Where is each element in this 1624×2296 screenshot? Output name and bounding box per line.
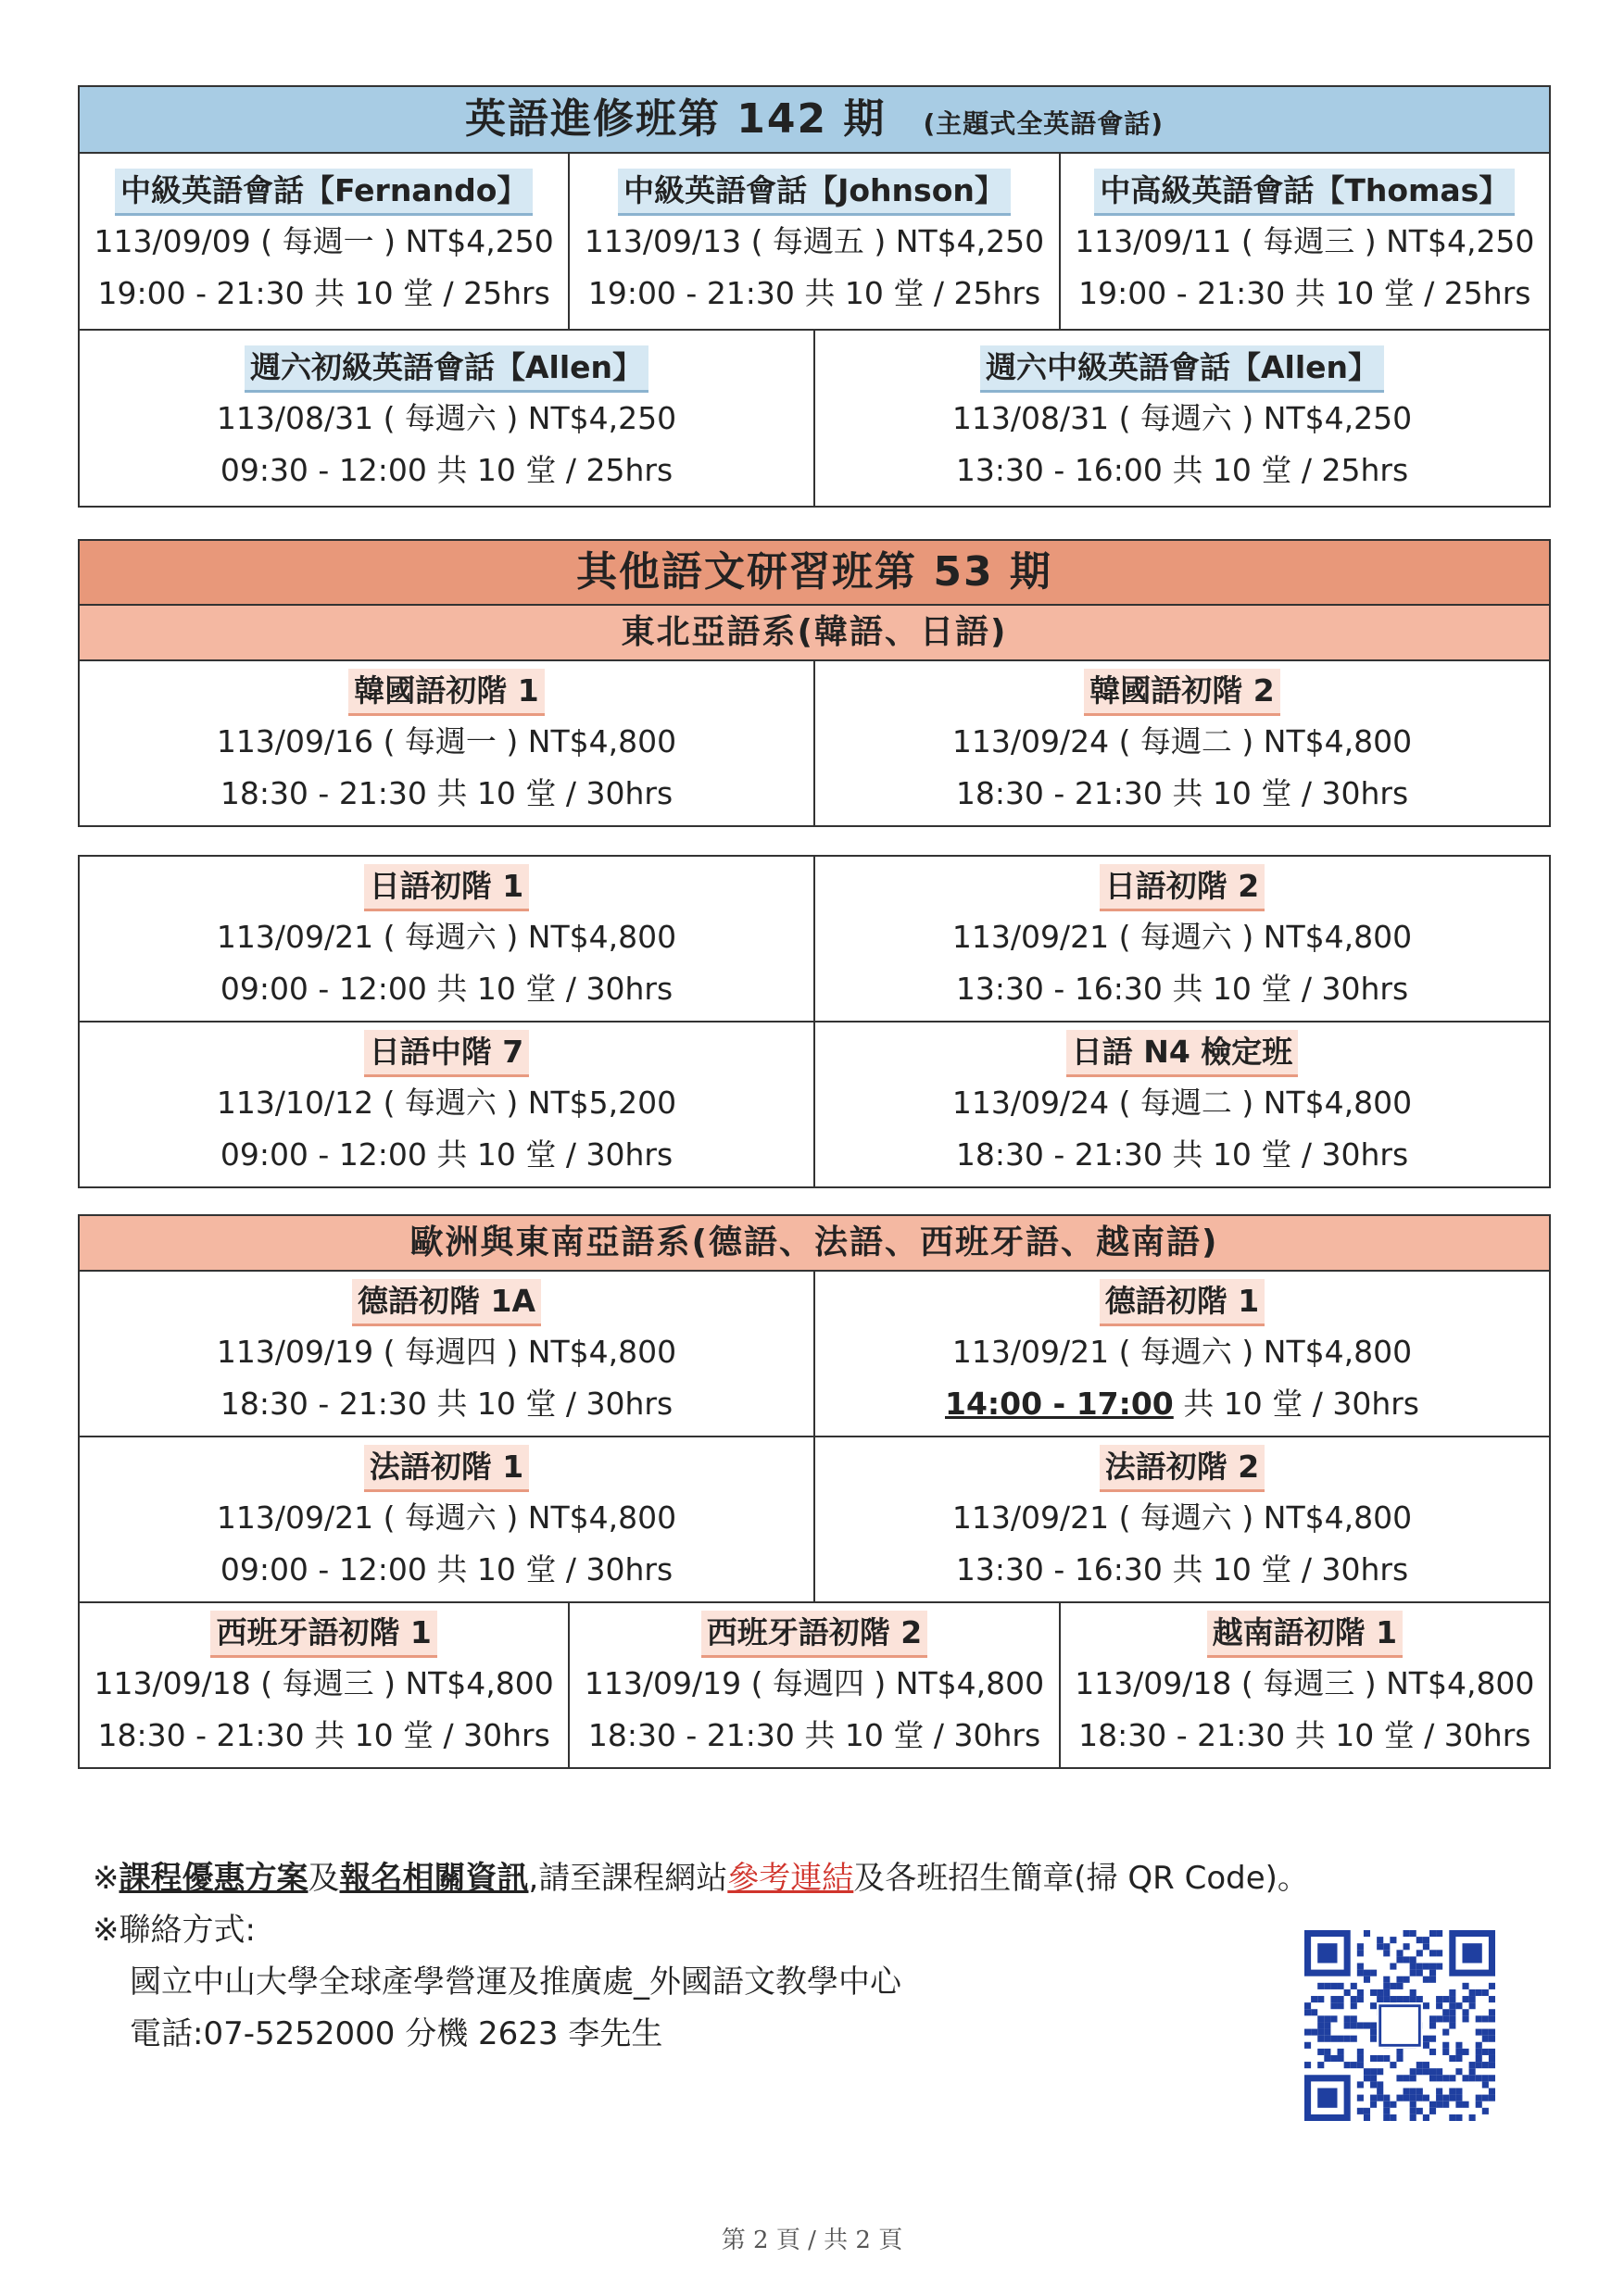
course-cell bbox=[1061, 1603, 1549, 1767]
course-cell bbox=[570, 1603, 1060, 1767]
course-date: 113/09/24 ( 每週二 ) NT$4,800 bbox=[951, 1085, 1413, 1121]
footer-info bbox=[93, 1852, 1309, 2060]
spanish-vietnamese-row bbox=[80, 1603, 1549, 1767]
course-title: 韓國語初階 2 bbox=[1084, 669, 1279, 716]
course-title: 韓國語初階 1 bbox=[348, 669, 544, 716]
course-time: 18:30 - 21:30 共 10 堂 / 30hrs bbox=[220, 1386, 674, 1422]
korean-section bbox=[78, 539, 1551, 827]
europe-section bbox=[78, 1214, 1551, 1769]
course-title: 日語初階 1 bbox=[364, 864, 529, 911]
course-date: 113/09/19 ( 每週四 ) NT$4,800 bbox=[584, 1665, 1045, 1701]
course-time bbox=[815, 1378, 1549, 1430]
page bbox=[78, 85, 1551, 1800]
website-text: ,請至課程網站 bbox=[528, 1860, 728, 1897]
course-cell bbox=[80, 1023, 815, 1186]
contact-label: ※聯絡方式: bbox=[93, 1912, 256, 1949]
course-time: 19:00 - 21:30 共 10 堂 / 25hrs bbox=[97, 275, 550, 311]
course-date: 113/09/18 ( 每週三 ) NT$4,800 bbox=[94, 1665, 554, 1701]
course-title: 西班牙語初階 2 bbox=[701, 1611, 927, 1658]
course-cell bbox=[1061, 154, 1549, 329]
course-time: 18:30 - 21:30 共 10 堂 / 30hrs bbox=[587, 1717, 1041, 1753]
course-title: 西班牙語初階 1 bbox=[210, 1611, 436, 1658]
course-date: 113/09/18 ( 每週三 ) NT$4,800 bbox=[1075, 1665, 1535, 1701]
course-date: 113/09/21 ( 每週六 ) NT$4,800 bbox=[216, 1499, 677, 1536]
phone-contact: 電話:07-5252000 分機 2623 李先生 bbox=[130, 2015, 663, 2052]
course-date: 113/08/31 ( 每週六 ) NT$4,250 bbox=[216, 400, 677, 436]
course-time: 09:30 - 12:00 共 10 堂 / 25hrs bbox=[220, 452, 674, 488]
course-title: 日語 N4 檢定班 bbox=[1066, 1030, 1299, 1077]
course-time: 13:30 - 16:30 共 10 堂 / 30hrs bbox=[955, 971, 1409, 1007]
course-title: 日語中階 7 bbox=[364, 1030, 529, 1077]
signup-info-link[interactable]: 報名相關資訊 bbox=[339, 1860, 529, 1897]
course-title: 越南語初階 1 bbox=[1207, 1611, 1403, 1658]
promo-line bbox=[93, 1852, 1309, 1904]
course-date: 113/10/12 ( 每週六 ) NT$5,200 bbox=[216, 1085, 677, 1121]
course-title: 中級英語會話【Johnson】 bbox=[618, 169, 1011, 216]
course-cell bbox=[815, 857, 1549, 1021]
english-subtitle: (主題式全英語會話) bbox=[923, 108, 1164, 139]
brochure-text: 及各班招生簡章(掃 QR Code)。 bbox=[853, 1860, 1309, 1897]
course-date: 113/08/31 ( 每週六 ) NT$4,250 bbox=[951, 400, 1413, 436]
course-cell bbox=[80, 857, 815, 1021]
course-title: 週六中級英語會話【Allen】 bbox=[980, 345, 1384, 393]
course-time: 09:00 - 12:00 共 10 堂 / 30hrs bbox=[220, 1551, 674, 1587]
and-text: 及 bbox=[308, 1860, 340, 1897]
course-date: 113/09/21 ( 每週六 ) NT$4,800 bbox=[951, 1334, 1413, 1370]
course-time: 13:30 - 16:30 共 10 堂 / 30hrs bbox=[955, 1551, 1409, 1587]
reference-link[interactable]: 參考連結 bbox=[727, 1860, 854, 1897]
course-title: 法語初階 2 bbox=[1100, 1445, 1265, 1492]
course-date: 113/09/21 ( 每週六 ) NT$4,800 bbox=[951, 1499, 1413, 1536]
german-row bbox=[80, 1272, 1549, 1437]
course-cell bbox=[570, 154, 1060, 329]
course-date: 113/09/16 ( 每週一 ) NT$4,800 bbox=[216, 723, 677, 759]
course-time: 19:00 - 21:30 共 10 堂 / 25hrs bbox=[587, 275, 1041, 311]
course-title: 中高級英語會話【Thomas】 bbox=[1094, 169, 1515, 216]
english-section bbox=[78, 85, 1551, 508]
course-time-highlight: 14:00 - 17:00 bbox=[945, 1386, 1174, 1422]
course-cell bbox=[80, 1603, 570, 1767]
course-date: 113/09/21 ( 每週六 ) NT$4,800 bbox=[951, 919, 1413, 955]
course-cell bbox=[80, 1272, 815, 1436]
note-mark: ※ bbox=[93, 1860, 120, 1897]
promo-link[interactable]: 課程優惠方案 bbox=[119, 1860, 308, 1897]
english-row-1 bbox=[80, 154, 1549, 331]
course-time: 18:30 - 21:30 共 10 堂 / 30hrs bbox=[955, 775, 1409, 811]
course-cell bbox=[80, 331, 815, 506]
course-cell bbox=[815, 331, 1549, 506]
course-date: 113/09/19 ( 每週四 ) NT$4,800 bbox=[216, 1334, 677, 1370]
japanese-row-1 bbox=[80, 857, 1549, 1023]
french-row bbox=[80, 1437, 1549, 1603]
course-date: 113/09/11 ( 每週三 ) NT$4,250 bbox=[1075, 223, 1535, 259]
course-cell bbox=[80, 661, 815, 825]
course-title: 法語初階 1 bbox=[364, 1445, 529, 1492]
course-title: 中級英語會話【Fernando】 bbox=[115, 169, 533, 216]
course-date: 113/09/09 ( 每週一 ) NT$4,250 bbox=[94, 223, 554, 259]
course-cell bbox=[80, 1437, 815, 1601]
organization: 國立中山大學全球產學營運及推廣處_外國語文教學中心 bbox=[130, 1964, 901, 2001]
course-time: 09:00 - 12:00 共 10 堂 / 30hrs bbox=[220, 971, 674, 1007]
course-title: 德語初階 1A bbox=[352, 1279, 541, 1326]
course-cell bbox=[80, 154, 570, 329]
course-time: 19:00 - 21:30 共 10 堂 / 25hrs bbox=[1078, 275, 1531, 311]
course-time: 18:30 - 21:30 共 10 堂 / 30hrs bbox=[955, 1136, 1409, 1173]
course-date: 113/09/13 ( 每週五 ) NT$4,250 bbox=[584, 223, 1045, 259]
northeast-asia-banner: 東北亞語系(韓語、日語) bbox=[80, 606, 1549, 661]
qr-code-icon[interactable] bbox=[1304, 1930, 1495, 2121]
course-date: 113/09/24 ( 每週二 ) NT$4,800 bbox=[951, 723, 1413, 759]
course-time: 13:30 - 16:00 共 10 堂 / 25hrs bbox=[955, 452, 1409, 488]
page-number: 第 2 頁 / 共 2 頁 bbox=[721, 2227, 903, 2254]
english-title: 英語進修班第 142 期 bbox=[464, 95, 887, 143]
europe-banner: 歐洲與東南亞語系(德語、法語、西班牙語、越南語) bbox=[80, 1216, 1549, 1272]
course-time: 18:30 - 21:30 共 10 堂 / 30hrs bbox=[1078, 1717, 1531, 1753]
course-cell bbox=[815, 1437, 1549, 1601]
course-date: 113/09/21 ( 每週六 ) NT$4,800 bbox=[216, 919, 677, 955]
course-cell bbox=[815, 1023, 1549, 1186]
course-time: 09:00 - 12:00 共 10 堂 / 30hrs bbox=[220, 1136, 674, 1173]
korean-row bbox=[80, 661, 1549, 825]
course-cell bbox=[815, 1272, 1549, 1436]
course-cell bbox=[815, 661, 1549, 825]
japanese-section bbox=[78, 855, 1551, 1188]
other-languages-banner: 其他語文研習班第 53 期 bbox=[80, 541, 1549, 606]
course-time: 18:30 - 21:30 共 10 堂 / 30hrs bbox=[220, 775, 674, 811]
course-title: 德語初階 1 bbox=[1100, 1279, 1265, 1326]
course-time: 18:30 - 21:30 共 10 堂 / 30hrs bbox=[97, 1717, 550, 1753]
english-banner bbox=[80, 87, 1549, 154]
course-title: 日語初階 2 bbox=[1100, 864, 1265, 911]
course-title: 週六初級英語會話【Allen】 bbox=[245, 345, 648, 393]
course-time-rest: 共 10 堂 / 30hrs bbox=[1173, 1386, 1419, 1422]
english-row-2 bbox=[80, 331, 1549, 506]
japanese-row-2 bbox=[80, 1023, 1549, 1186]
